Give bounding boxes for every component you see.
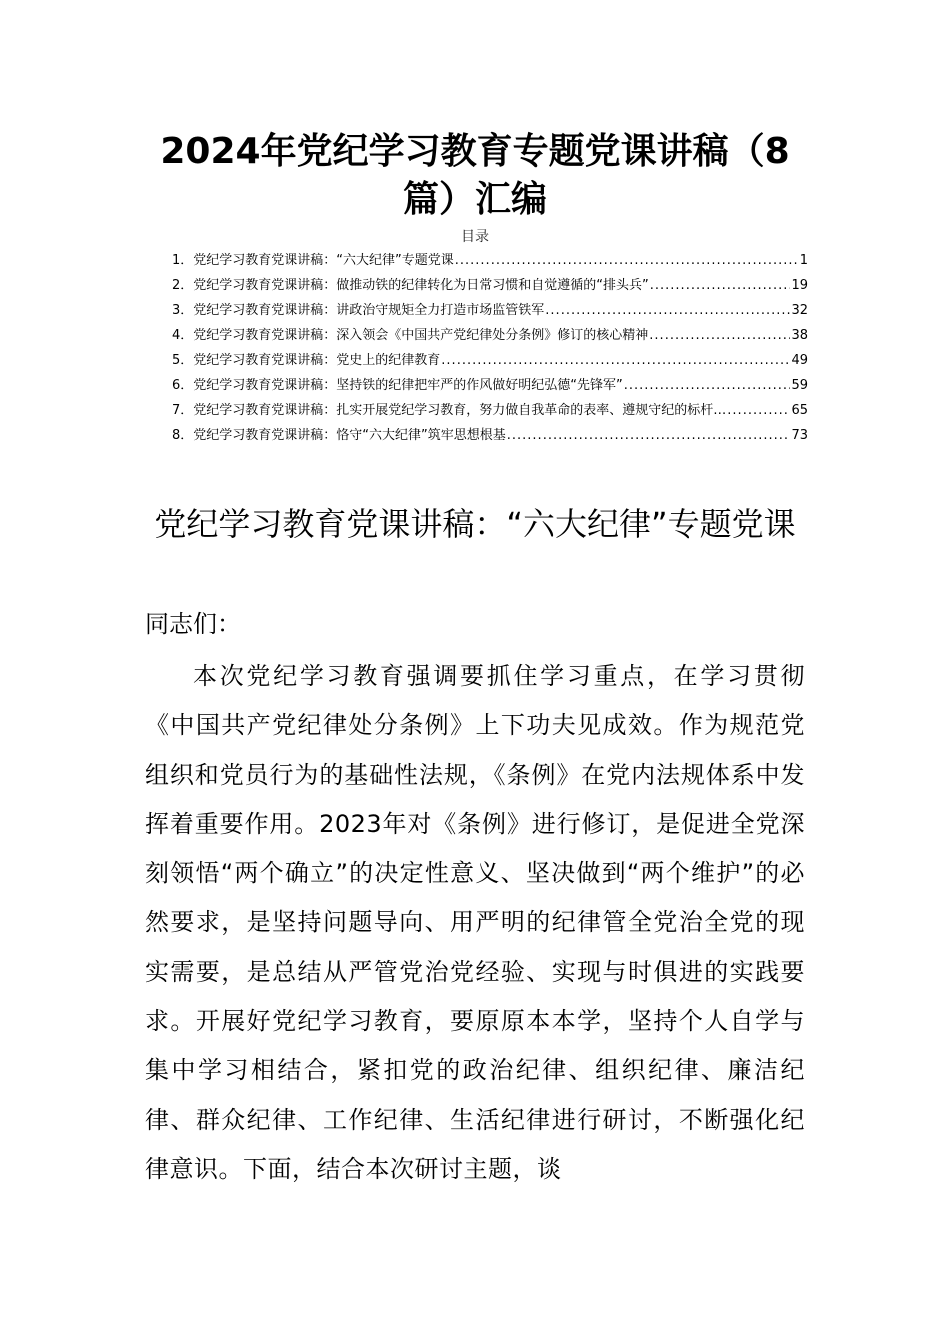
toc-entry-number: 4． <box>172 328 194 343</box>
toc-entry-text: 党纪学习教育党课讲稿：恪守“六大纪律”筑牢思想根基 <box>193 428 506 443</box>
toc-entry-page: 1 <box>799 253 808 268</box>
toc-entry-page: 49 <box>791 353 808 368</box>
salutation: 同志们： <box>145 610 241 638</box>
toc-entry-page: 65 <box>791 403 808 418</box>
toc-entry-text: 党纪学习教育党课讲稿：做推动铁的纪律转化为日常习惯和自觉遵循的“排头兵” <box>193 278 649 293</box>
toc-entry-number: 8． <box>172 428 194 443</box>
toc-entry[interactable] <box>172 426 808 451</box>
toc-entry-text: 党纪学习教育党课讲稿：“六大纪律”专题党课 <box>193 253 454 268</box>
body-paragraph: 本次党纪学习教育强调要抓住学习重点，在学习贯彻《中国共产党纪律处分条例》上下功夫见成效。作为规范党组织和党员行为的基础性法规，《条例》在党内法规体系中发挥着重要作用。2023年对《条例》进行修订，是促进全党深刻领悟“两个确立”的决定性意义、坚决做到“两个维护”的必然要求，是坚持问题导向、用严明的纪律管全党治全党的现实需要，是总结从严管党治党经验、实现与时俱进的实践要求。开展好党纪学习教育，要原原本本学，坚持个人自学与集中学习相结合，紧扣党的政治纪律、组织纪律、廉洁纪律、群众纪律、工作纪律、生活纪律进行研讨，不断强化纪律意识。下面，结合本次研讨主题，谈 <box>145 662 805 1183</box>
toc-entry-number: 7． <box>172 403 194 418</box>
toc-entry-text: 党纪学习教育党课讲稿：扎实开展党纪学习教育，努力做自我革命的表率、遵规守纪的标杆… <box>193 403 727 418</box>
section-title: 党纪学习教育党课讲稿：“六大纪律”专题党课 <box>154 505 796 543</box>
toc-entry-number: 5． <box>172 353 194 368</box>
toc-entry-page: 32 <box>791 303 808 318</box>
toc-entry[interactable] <box>172 376 808 401</box>
toc-entry-number: 6． <box>172 378 194 393</box>
toc-entry[interactable] <box>172 326 808 351</box>
toc-entry[interactable] <box>172 351 808 376</box>
toc-entry-text: 党纪学习教育党课讲稿：讲政治守规矩全力打造市场监管铁军 <box>193 303 545 318</box>
document-title: 2024年党纪学习教育专题党课讲稿（8篇）汇编 <box>160 131 790 220</box>
toc-entry-text: 党纪学习教育党课讲稿：深入领会《中国共产党纪律处分条例》修订的核心精神 <box>193 328 649 343</box>
toc-entry[interactable] <box>172 276 808 301</box>
toc-leader-dots <box>545 301 790 321</box>
toc-leader-dots <box>624 376 791 396</box>
toc-entry-page: 59 <box>791 378 808 393</box>
toc-entry-text: 党纪学习教育党课讲稿：坚持铁的纪律把牢严的作风做好明纪弘德“先锋军” <box>193 378 623 393</box>
toc-heading: 目录 <box>461 229 489 245</box>
toc-leader-dots <box>727 401 790 421</box>
toc-entry-page: 38 <box>791 328 808 343</box>
toc-leader-dots <box>649 326 790 346</box>
toc-leader-dots <box>650 276 791 296</box>
toc-entry-number: 3． <box>172 303 194 318</box>
toc-entry[interactable] <box>172 251 808 276</box>
toc-leader-dots <box>455 251 799 271</box>
toc-entry-page: 19 <box>791 278 808 293</box>
toc-entry[interactable] <box>172 401 808 426</box>
toc-entry-number: 1． <box>172 253 194 268</box>
toc-leader-dots <box>507 426 791 446</box>
toc-entry-page: 73 <box>791 428 808 443</box>
table-of-contents <box>172 251 808 451</box>
toc-entry-number: 2． <box>172 278 194 293</box>
toc-leader-dots <box>441 351 790 371</box>
toc-entry[interactable] <box>172 301 808 326</box>
toc-entry-text: 党纪学习教育党课讲稿：党史上的纪律教育 <box>193 353 441 368</box>
